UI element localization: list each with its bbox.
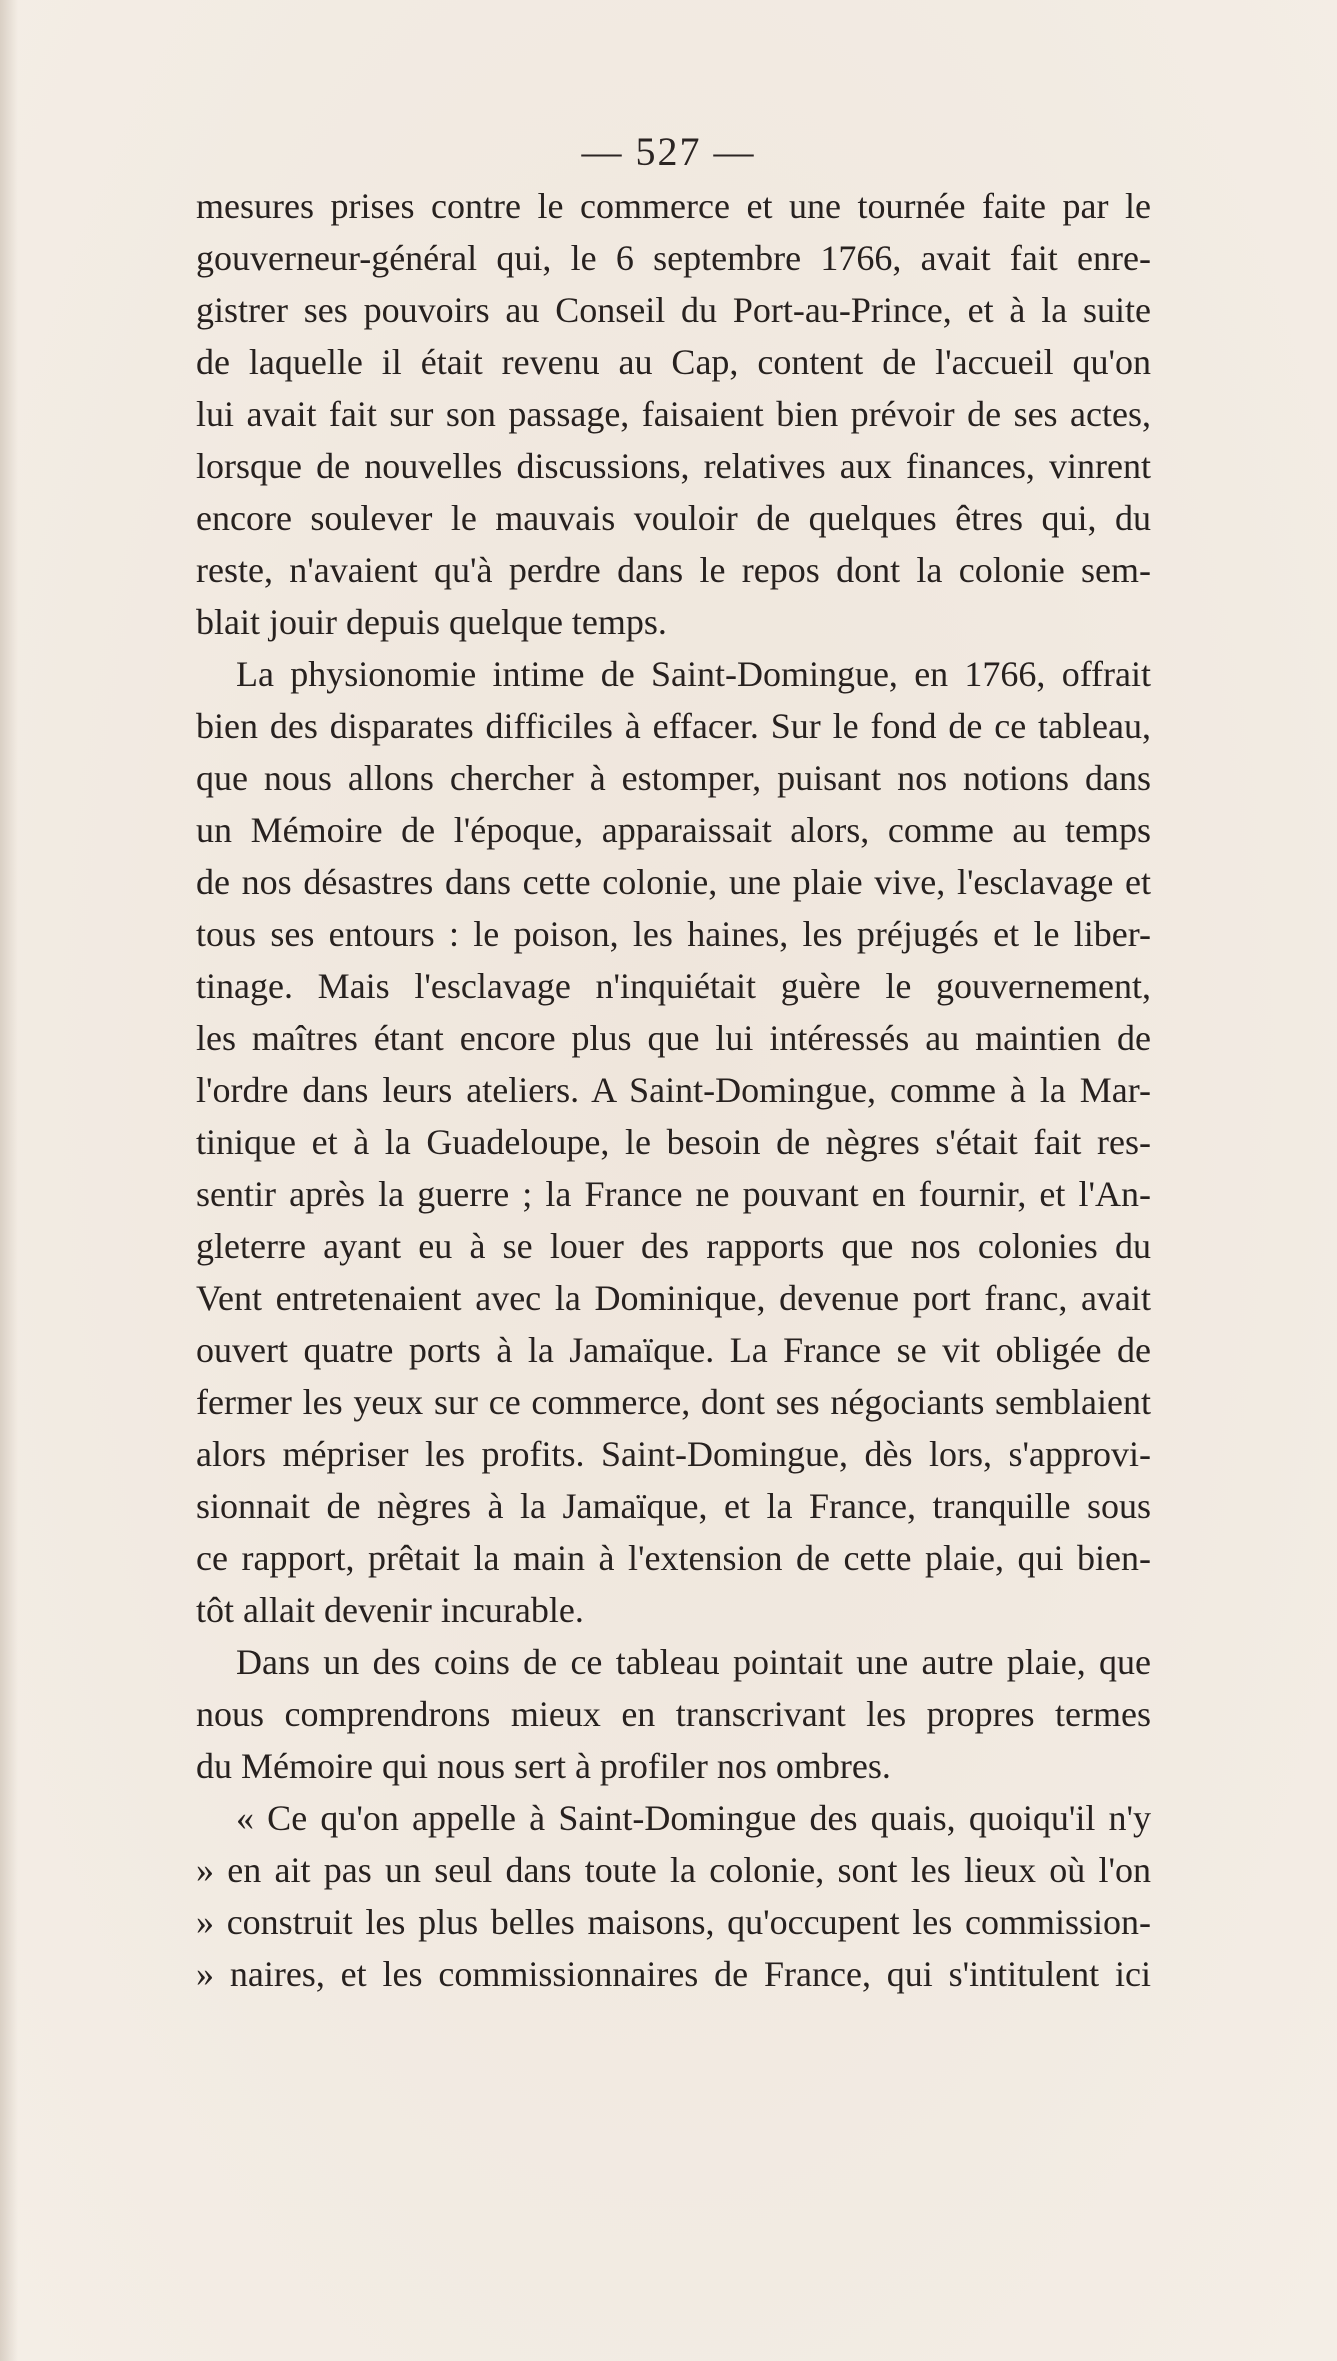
quote-start-line: « Ce qu'on appelle à Saint-Domingue des quais, quoiqu'il n'y: [236, 1798, 1151, 1838]
paragraph-start-line: La physionomie intime de Saint-Domingue, en 1766, offrait: [236, 654, 1151, 694]
text-line: sentir après la guerre ; la France ne pouvant en fournir, et l'An-: [196, 1174, 1151, 1214]
quote-line: » construit les plus belles maisons, qu'occupent les commission-: [196, 1902, 1151, 1942]
text-line: sionnait de nègres à la Jamaïque, et la France, tranquille sous: [196, 1486, 1151, 1526]
text-line: lui avait fait sur son passage, faisaient bien prévoir de ses actes,: [196, 394, 1151, 434]
quote-line: » en ait pas un seul dans toute la colonie, sont les lieux où l'on: [196, 1850, 1151, 1890]
text-line: tôt allait devenir incurable.: [196, 1590, 584, 1630]
text-line: alors mépriser les profits. Saint-Domingue, dès lors, s'approvi-: [196, 1434, 1151, 1474]
text-line: de nos désastres dans cette colonie, une plaie vive, l'esclavage et: [196, 862, 1151, 902]
text-line: de laquelle il était revenu au Cap, content de l'accueil qu'on: [196, 342, 1151, 382]
paragraph-start-line: Dans un des coins de ce tableau pointait une autre plaie, que: [236, 1642, 1151, 1682]
text-line: mesures prises contre le commerce et une tournée faite par le: [196, 186, 1151, 226]
text-line: que nous allons chercher à estomper, puisant nos notions dans: [196, 758, 1151, 798]
text-line: reste, n'avaient qu'à perdre dans le repos dont la colonie sem-: [196, 550, 1151, 590]
text-line: nous comprendrons mieux en transcrivant les propres termes: [196, 1694, 1151, 1734]
body-text: [196, 180, 1151, 2000]
text-line: gleterre ayant eu à se louer des rapports que nos colonies du: [196, 1226, 1151, 1266]
text-line: l'ordre dans leurs ateliers. A Saint-Domingue, comme à la Mar-: [196, 1070, 1151, 1110]
text-line: gouverneur-général qui, le 6 septembre 1766, avait fait enre-: [196, 238, 1151, 278]
text-line: les maîtres étant encore plus que lui intéressés au maintien de: [196, 1018, 1151, 1058]
page-number: — 527 —: [581, 129, 756, 174]
text-line: fermer les yeux sur ce commerce, dont ses négociants semblaient: [196, 1382, 1151, 1422]
text-line: blait jouir depuis quelque temps.: [196, 602, 667, 642]
text-line: bien des disparates difficiles à effacer. Sur le fond de ce tableau,: [196, 706, 1151, 746]
text-line: ouvert quatre ports à la Jamaïque. La France se vit obligée de: [196, 1330, 1151, 1370]
text-line: Vent entretenaient avec la Dominique, devenue port franc, avait: [196, 1278, 1151, 1318]
text-line: lorsque de nouvelles discussions, relatives aux finances, vinrent: [196, 446, 1151, 486]
text-line: un Mémoire de l'époque, apparaissait alors, comme au temps: [196, 810, 1151, 850]
text-line: tinage. Mais l'esclavage n'inquiétait guère le gouvernement,: [196, 966, 1151, 1006]
text-line: gistrer ses pouvoirs au Conseil du Port-au-Prince, et à la suite: [196, 290, 1151, 330]
text-line: tinique et à la Guadeloupe, le besoin de nègres s'était fait res-: [196, 1122, 1151, 1162]
text-line: encore soulever le mauvais vouloir de quelques êtres qui, du: [196, 498, 1151, 538]
text-line: tous ses entours : le poison, les haines, les préjugés et le liber-: [196, 914, 1151, 954]
quote-line: » naires, et les commissionnaires de France, qui s'intitulent ici: [196, 1954, 1151, 1994]
page-gutter-shadow: [0, 0, 18, 2361]
text-line: ce rapport, prêtait la main à l'extension de cette plaie, qui bien-: [196, 1538, 1151, 1578]
text-line: du Mémoire qui nous sert à profiler nos ombres.: [196, 1746, 891, 1786]
